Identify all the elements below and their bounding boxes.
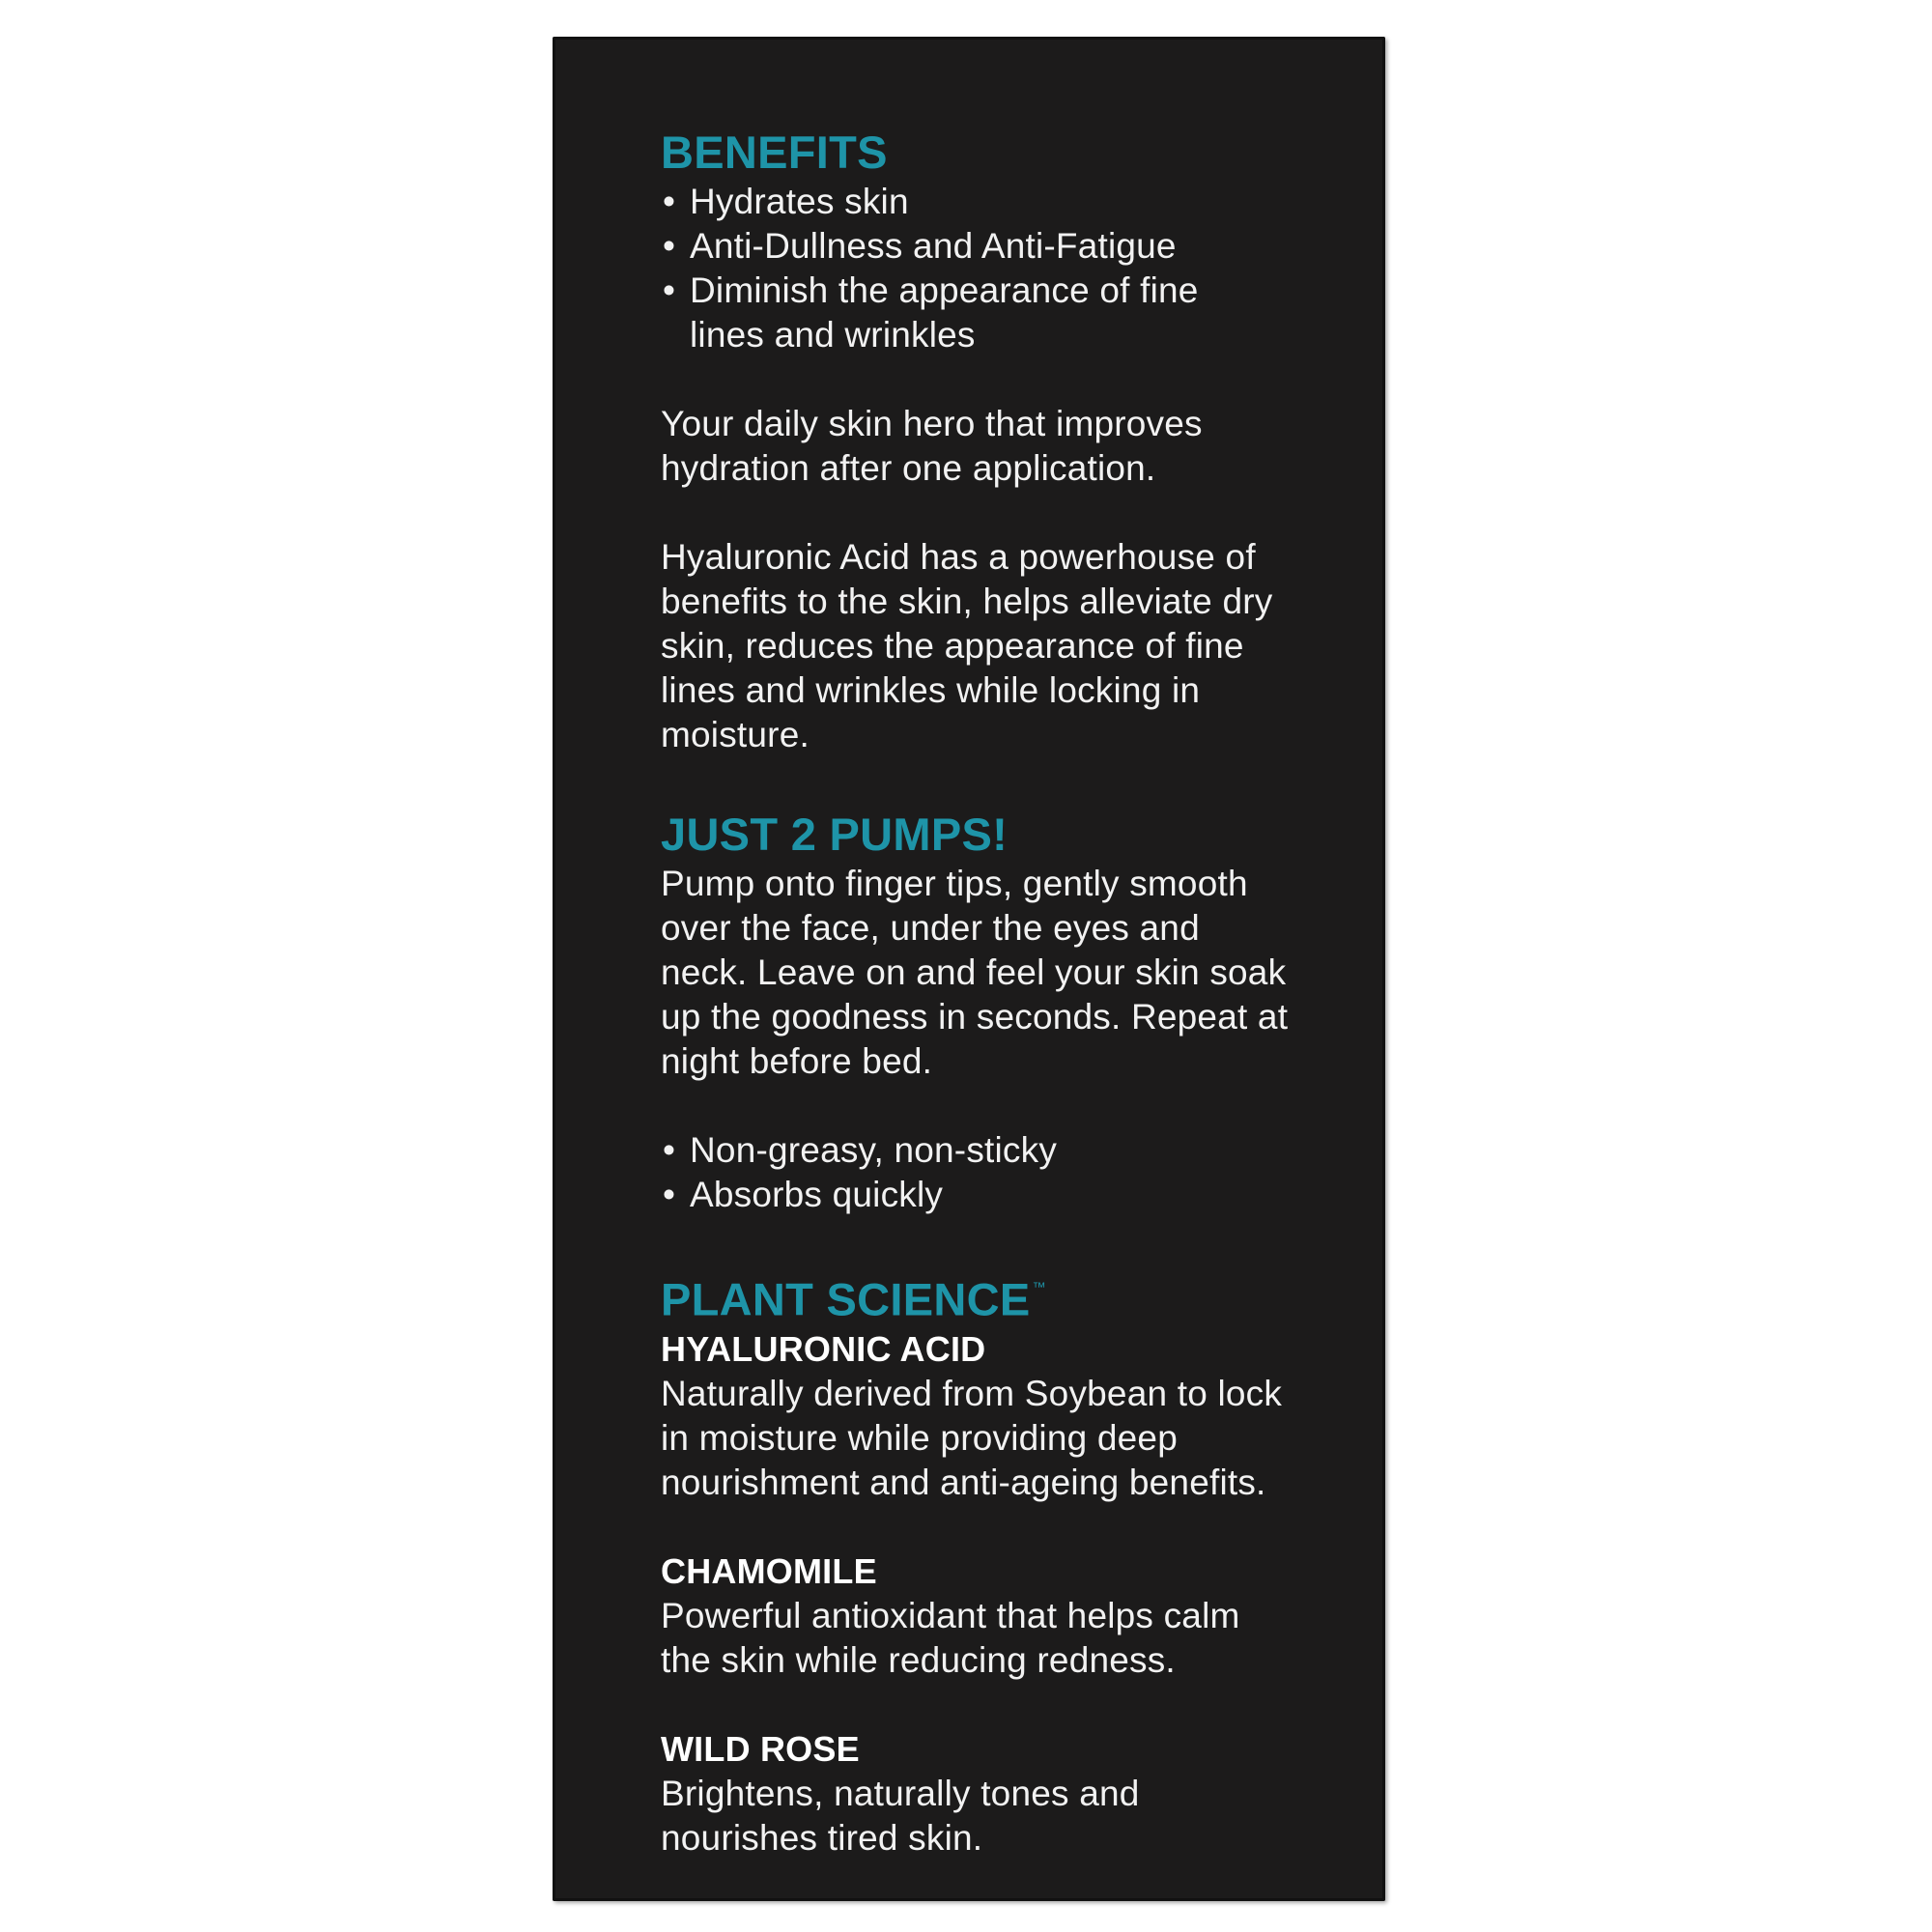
pumps-item-text: Absorbs quickly — [690, 1175, 944, 1214]
list-item — [661, 180, 1337, 224]
list-item — [661, 269, 1269, 357]
benefits-paragraph-1: Your daily skin hero that improves hydration after one application. — [661, 404, 1203, 488]
ingredient-description: Naturally derived from Soybean to lock in moisture while providing deep nourishment and anti-ageing benefits. — [661, 1373, 1283, 1502]
pumps-list — [661, 1128, 1337, 1217]
ingredient-name: WILD ROSE — [661, 1728, 860, 1769]
ingredient-name: HYALURONIC ACID — [661, 1328, 986, 1369]
bullet-icon: • — [663, 226, 676, 266]
bullet-icon: • — [663, 182, 676, 221]
list-item — [661, 1128, 1337, 1173]
bullet-icon: • — [663, 1175, 676, 1214]
pumps-item-text: Non-greasy, non-sticky — [690, 1130, 1058, 1170]
list-item — [661, 224, 1337, 269]
benefit-text: Hydrates skin — [690, 182, 909, 221]
benefit-text: Anti-Dullness and Anti-Fatigue — [690, 226, 1177, 266]
pumps-heading: JUST 2 PUMPS! — [661, 809, 1009, 860]
plant-science-title: PLANT SCIENCE — [661, 1273, 1031, 1325]
trademark-symbol: ™ — [1032, 1279, 1046, 1294]
benefit-text: Diminish the appearance of fine lines and wrinkles — [690, 270, 1199, 355]
benefits-paragraph-2: Hyaluronic Acid has a powerhouse of benefits to the skin, helps alleviate dry skin, reduces the appearance of fine lines and wrinkles while locking in moisture. — [661, 537, 1273, 754]
bullet-icon: • — [663, 270, 676, 310]
ingredient-description: Brightens, naturally tones and nourishes tired skin. — [661, 1773, 1140, 1858]
benefits-heading: BENEFITS — [661, 127, 888, 178]
list-item — [661, 1173, 1337, 1217]
pumps-paragraph: Pump onto finger tips, gently smooth over the face, under the eyes and neck. Leave on and feel your skin soak up the goodness in seconds. Repeat at night before bed. — [661, 864, 1289, 1081]
ingredient-name: CHAMOMILE — [661, 1550, 877, 1591]
panel-text — [661, 126, 1337, 1861]
benefits-list — [661, 180, 1337, 357]
ingredient-description: Powerful antioxidant that helps calm the skin while reducing redness. — [661, 1595, 1240, 1680]
bullet-icon: • — [663, 1130, 676, 1170]
plant-science-heading — [661, 1267, 1337, 1327]
